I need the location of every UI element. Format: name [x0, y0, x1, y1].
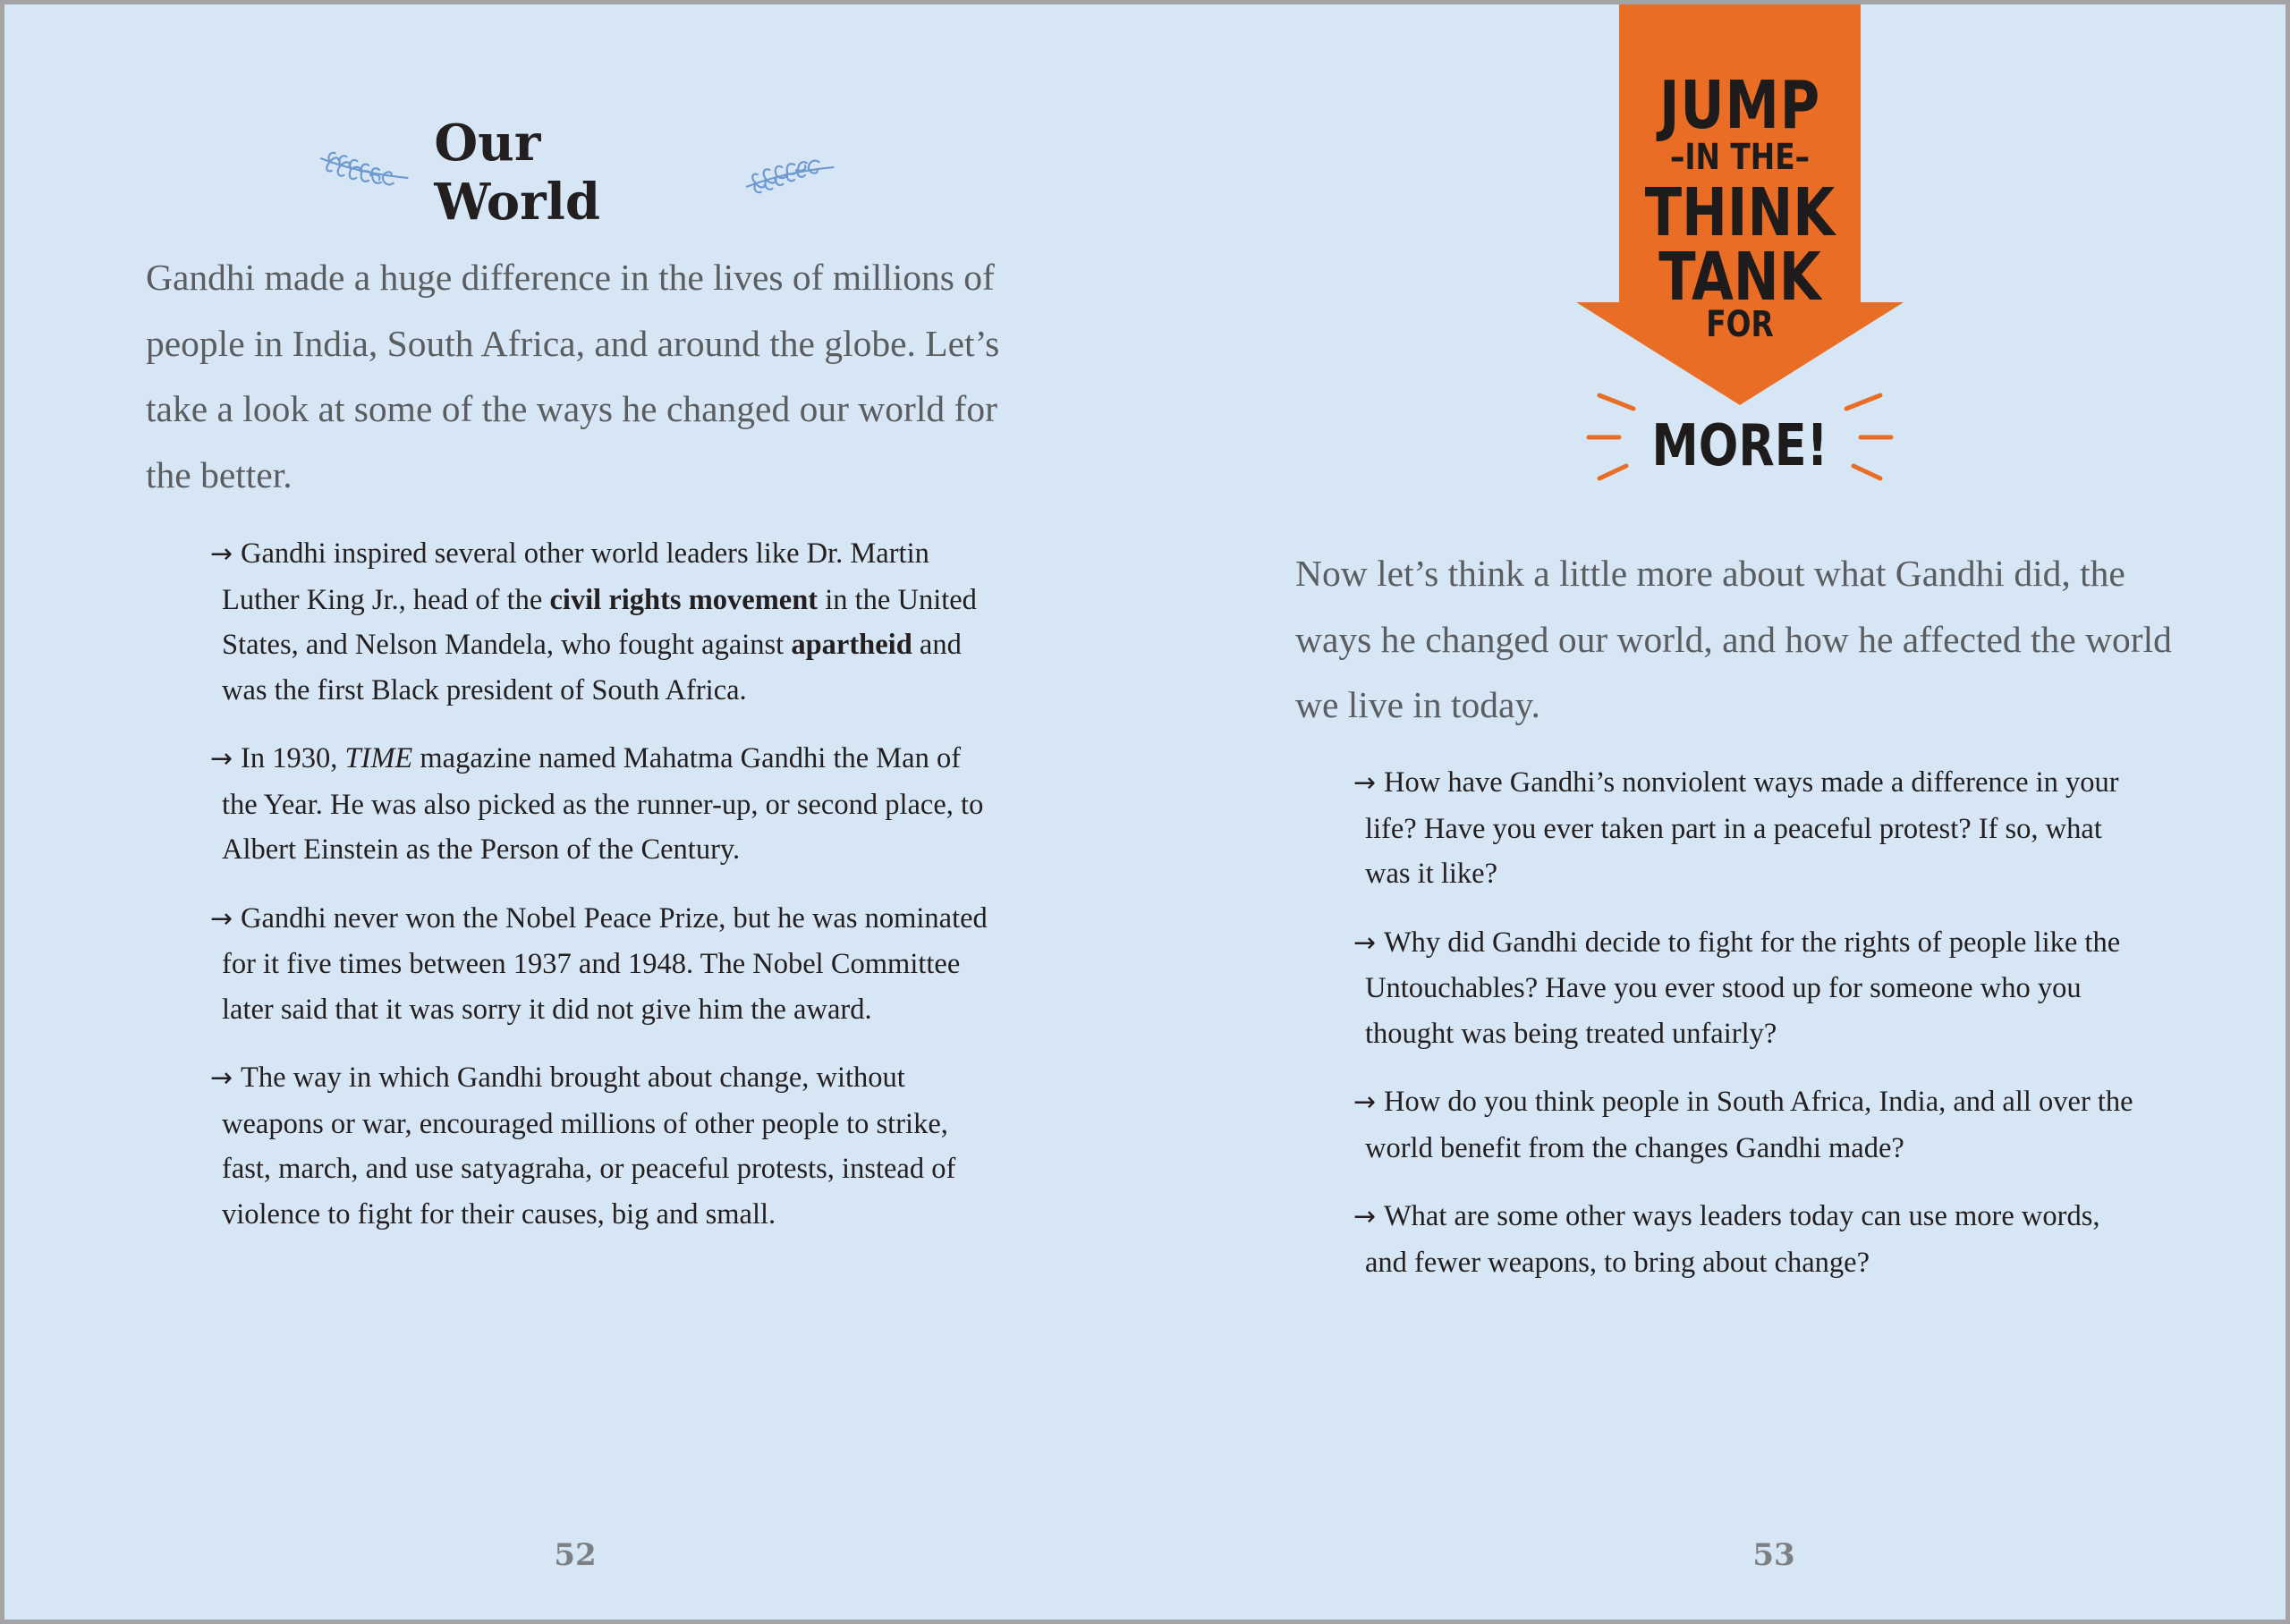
list-item — [210, 531, 997, 713]
banner-line-more: MORE! — [1651, 413, 1828, 479]
list-item — [1353, 920, 2141, 1057]
banner-line-jump: JUMP — [1659, 67, 1820, 144]
arrow-bullet-icon: → — [1353, 1087, 1377, 1118]
banner-line-in-the: –IN THE– — [1669, 137, 1811, 178]
bullet-text: The way in which Gandhi brought about change, without weapons or war, encouraged millions of other people to strike, fast, march, and use satyagraha, or peaceful protests, instead of violence to fight for their causes, big and small. — [222, 1062, 956, 1231]
list-item — [210, 896, 997, 1033]
question-list — [1353, 760, 2141, 1308]
leaf-sprig-icon — [318, 151, 411, 194]
intro-paragraph: Gandhi made a huge difference in the lives of millions of people in India, South Africa, and around the globe. Let’s take a look at some of the ways he changed our world for the better. — [146, 257, 1000, 495]
arrow-bullet-icon: → — [1353, 1201, 1377, 1232]
arrow-bullet-icon: → — [210, 743, 233, 774]
left-page — [4, 4, 1145, 1620]
arrow-bullet-icon: → — [1353, 926, 1377, 959]
bullet-list — [210, 531, 997, 1260]
question-text: How do you think people in South Africa, India, and all over the world benefit from the changes Gandhi made? — [1365, 1086, 2133, 1164]
list-item — [210, 1055, 997, 1237]
question-text: Why did Gandhi decide to fight for the rights of people like the Untouchables? Have you ever stood up for someone who you thought was being treated unfairly? — [1365, 926, 2121, 1050]
list-item — [1353, 1079, 2141, 1171]
page-heading: Our World — [434, 114, 600, 232]
page-number: 52 — [554, 1537, 597, 1573]
bullet-text: magazine named Mahatma Gandhi the Man of the Year. He was also picked as the runner-up, or second place, to Albert Einstein as the Person of the Century. — [222, 742, 984, 866]
bullet-text: in the United States, and Nelson Mandela, who fought against — [222, 583, 977, 661]
bullet-text: Gandhi inspired several other world leaders like Dr. Martin Luther King Jr., head of the — [222, 537, 929, 616]
page-number: 53 — [1752, 1537, 1795, 1573]
question-text: What are some other ways leaders today can use more words, and fewer weapons, to bring about change? — [1365, 1200, 2100, 1279]
bold-term: civil rights movement — [549, 583, 818, 616]
intro-paragraph: Now let’s think a little more about what Gandhi did, the ways he changed our world, and how he affected the world we live in today. — [1295, 553, 2172, 725]
bullet-text: In 1930, — [241, 742, 345, 774]
arrow-bullet-icon: → — [210, 902, 233, 935]
bullet-text: Gandhi never won the Nobel Peace Prize, but he was nominated for it five times between 1937 and 1948. The Nobel Committee later said that it was sorry it did not give him the award. — [222, 901, 988, 1026]
list-item — [1353, 1194, 2141, 1285]
bold-term: apartheid — [791, 629, 912, 661]
list-item — [210, 736, 997, 873]
heading-row — [318, 114, 836, 232]
banner-line-for: FOR — [1706, 304, 1774, 345]
italic-title: TIME — [344, 742, 413, 774]
think-tank-banner — [1565, 4, 1914, 505]
book-spread — [4, 4, 2286, 1620]
arrow-bullet-icon: → — [210, 538, 233, 570]
arrow-bullet-icon: → — [1353, 767, 1377, 799]
arrow-bullet-icon: → — [210, 1062, 233, 1094]
question-text: How have Gandhi’s nonviolent ways made a difference in your life? Have you ever taken part in a peaceful protest? If so, what was it like? — [1365, 766, 2119, 890]
banner-line-think: THINK — [1644, 174, 1836, 251]
leaf-sprig-icon — [743, 151, 836, 194]
bullet-text: and was the first Black president of South Africa. — [222, 629, 962, 706]
list-item — [1353, 760, 2141, 897]
banner-line-tank: TANK — [1658, 239, 1821, 316]
right-page — [1145, 4, 2286, 1620]
